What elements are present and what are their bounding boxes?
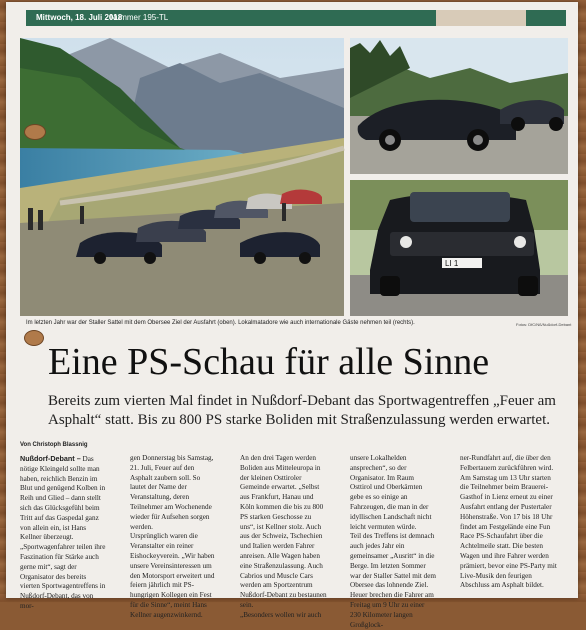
mustang-front-photo (350, 180, 568, 316)
photo-credit: Fotos: DfC/Nß/Nußdorf-Debant (516, 322, 572, 327)
column-text: Das nötige Kleingeld sollte man haben, reichlich Benzin im Blut und genügend Kolben in Reih und Glied – dann stellt sich das Glücksgefühl beim Tritt auf das Gaspedal ganz von allein ein, ist Hans Kellner überzeugt. „Sportwagenfahrer teilen ihre Faszination für Stärke auch gerne mit“, sagt der Organisator des bereits vierten Sportwagentreffens in Nußdorf-Debant, das von mor- (20, 455, 106, 610)
column-text: gen Donnerstag bis Samstag, 21. Juli, Feuer auf den Asphalt zaubern soll. So lautet der Name der Veranstaltung, deren Teilnehmer am Wochenende wieder für Aufsehen sorgen werden. Ursprünglich waren die Veranstalter ein reiner Eishockeyverein. „Wir haben unsere Vereinsinteressen um den Motorsport erweitert und feiern jährlich mit PS-hungrigen Kollegen ein Fest für die Sinne“, meint Hans Kellner augenzwinkernd. (130, 454, 215, 619)
pushpin-icon (24, 124, 46, 140)
column-text: unsere Lokalhelden ansprechen“, so der Organisator. Im Raum Osttirol und Oberkärnten gebe es so einige an Fahrzeugen, die man in der idyllischen Landschaft nicht leicht vermuten würde. Teil des Treffens ist demnach auch jedes Jahr ein gemeinsamer „Ausritt“ in die Berge. Im letzten Sommer war der Staller Sattel mit dem Obersee das lohnende Ziel. Heuer brechen die Fahrer am Freitag um 9 Uhr zu einer 230 Kilometer langen Großglock- (350, 454, 437, 629)
article-headline: Eine PS-Schau für alle Sinne (48, 341, 490, 383)
cars-on-road-photo (350, 38, 568, 174)
photo-caption: Im letzten Jahr war der Staller Sattel mit dem Obersee Ziel der Ausfahrt (oben). Lokalmatadore wie auch internationale Gäste nehmen teil (rechts). (26, 320, 415, 326)
issue-date: Mittwoch, 18. Juli 2018 (36, 13, 123, 22)
article-byline: Von Christoph Blassnig (20, 442, 88, 448)
mountain-lake-photo (20, 38, 344, 316)
article-column-5 (460, 454, 560, 591)
column-text: ner-Rundfahrt auf, die über den Felbertauern zurückführen wird. Am Samstag um 13 Uhr starten die Teilnehmer beim Brauerei-Gasthof in Lienz erneut zu einer Ausfahrt entlang der Pustertaler Höhenstraße. Von 17 bis 18 Uhr findet am Festgelände eine Fun Race PS-Schaufahrt über die Achtelmeile statt. Die besten Wagen und ihre Fahrer werden prämiert, bevor eine PS-Party mit Live-Musik den feurigen Abschluss am Asphalt bildet. (460, 454, 557, 590)
article-column-2 (130, 454, 217, 621)
article-lead: Bereits zum vierten Mal findet in Nußdorf-Debant das Sportwagentreffen „Feuer am Asphalt“ statt. Bis zu 800 PS starke Boliden mit Straßenzulassung werden erwartet. (48, 393, 556, 428)
dateline: Nußdorf-Debant – (20, 454, 81, 463)
column-text: An den drei Tagen werden Boliden aus Mitteleuropa in der kleinen Osttiroler Gemeinde erwartet. „Selbst aus Frankfurt, Hanau und Köln kommen die bis zu 800 PS starken Geschosse zu uns“, ist Kellner stolz. Auch aus der Schweiz, Tschechien und Italien werden Fahrer anreisen. Alle Wagen haben eine Straßenzulassung. Auch Cabrios und Muscle Cars werden am Sportzentrum Nußdorf-Debant zu bestaunen sein. „Besonders wollen wir auch (240, 454, 327, 619)
header-photo-strip (436, 10, 526, 26)
pushpin-icon (24, 330, 44, 346)
page-header-bar (26, 10, 566, 26)
license-plate: LI 1 (445, 259, 459, 268)
newspaper-clipping (6, 2, 578, 629)
article-column-3 (240, 454, 327, 621)
issue-number: Nummer 195-TL (110, 13, 169, 22)
article-column-1 (20, 454, 107, 612)
article-column-4 (350, 454, 437, 630)
